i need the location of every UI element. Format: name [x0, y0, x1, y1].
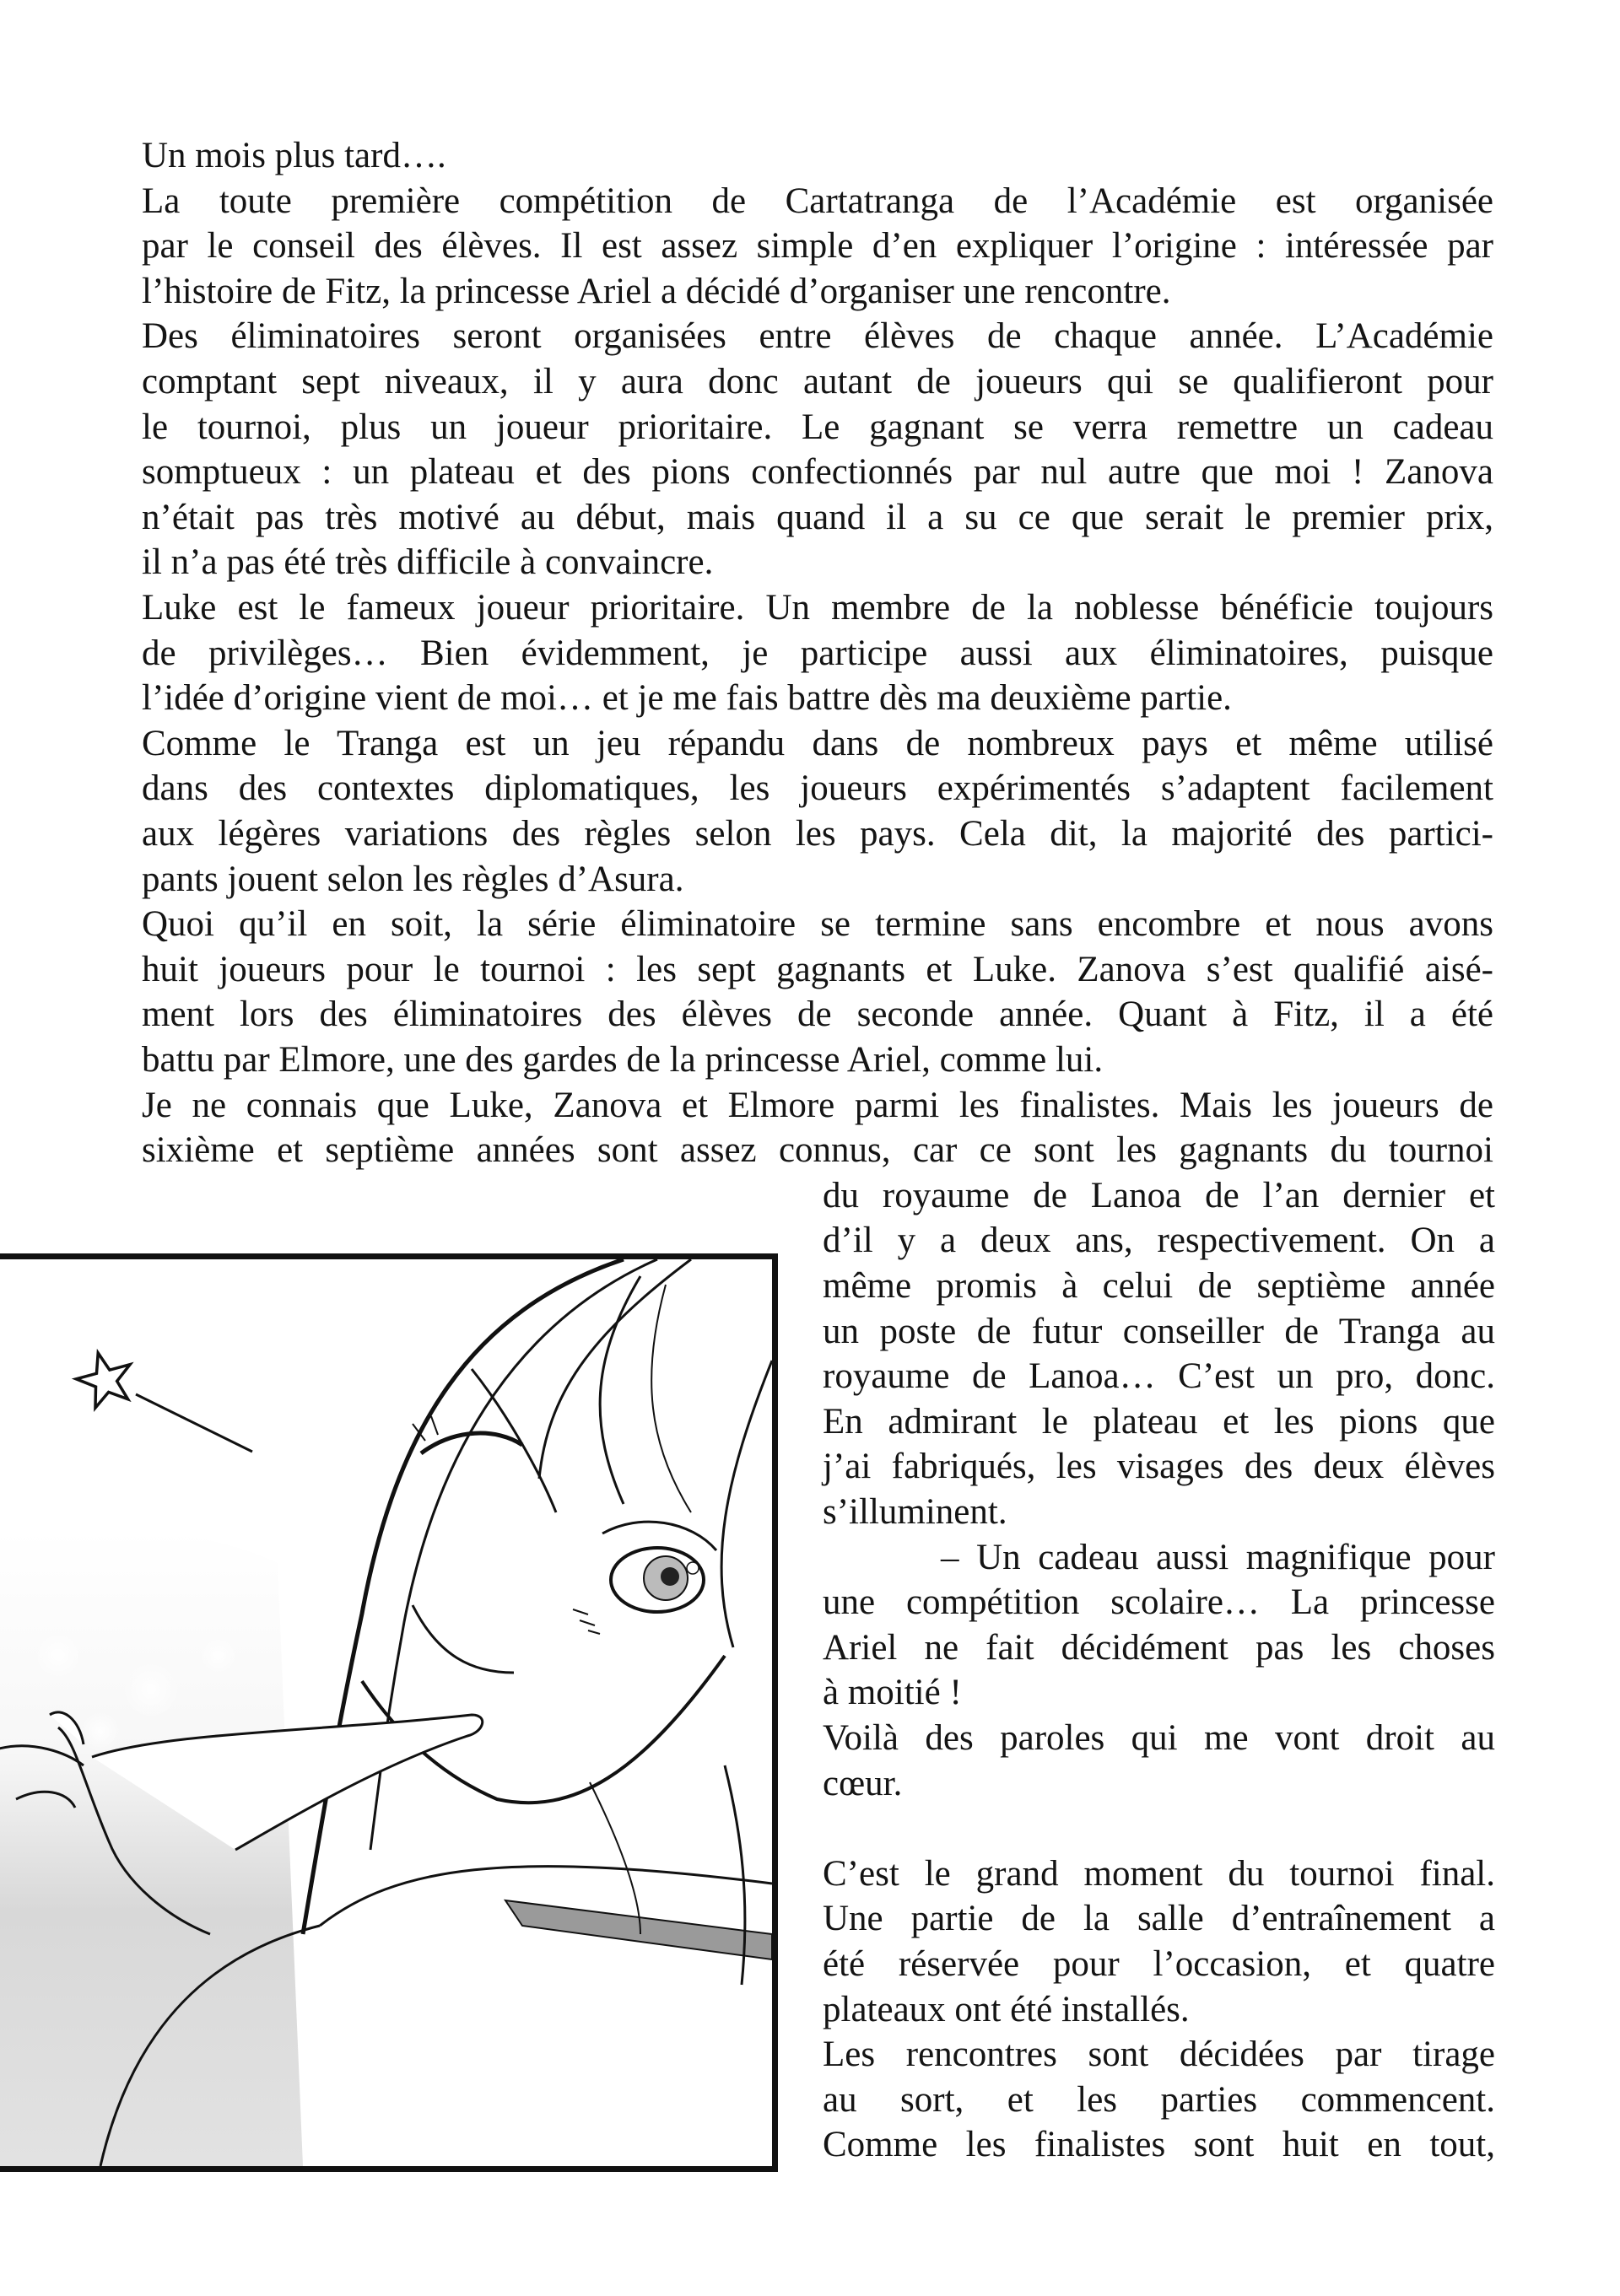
text-line: l’histoire de Fitz, la princesse Ariel a décidé d’organiser une rencontre. — [142, 271, 1171, 311]
text-line: – Un cadeau aussi magnifique pour — [941, 1537, 1495, 1577]
text-line: En admirant le plateau et les pions que — [823, 1401, 1495, 1442]
text-line: royaume de Lanoa… C’est un pro, donc. — [823, 1356, 1495, 1397]
text-line: Quoi qu’il en soit, la série éliminatoire se termine sans encombre et nous avons — [142, 904, 1493, 945]
text-line: La toute première compétition de Cartatranga de l’Académie est organisée — [142, 181, 1493, 221]
text-line: aux légères variations des règles selon les pays. Cela dit, la majorité des partici- — [142, 814, 1493, 854]
text-line: comptant sept niveaux, il y aura donc autant de joueurs qui se qualifieront pour — [142, 362, 1493, 402]
text-line: Comme les finalistes sont huit en tout, — [823, 2125, 1495, 2165]
illustration-art — [0, 1259, 772, 2166]
text-line: au sort, et les parties commencent. — [823, 2079, 1495, 2120]
text-line: Voilà des paroles qui me vont droit au — [823, 1718, 1495, 1758]
text-line: une compétition scolaire… La princesse — [823, 1582, 1495, 1623]
text-line: du royaume de Lanoa de l’an dernier et — [823, 1175, 1495, 1215]
text-line: j’ai fabriqués, les visages des deux élèves — [823, 1447, 1495, 1487]
text-line: Luke est le fameux joueur prioritaire. Un membre de la noblesse bénéficie toujours — [142, 588, 1493, 628]
text-line: ment lors des éliminatoires des élèves de seconde année. Quant à Fitz, il a été — [142, 994, 1493, 1035]
star-icon — [71, 1345, 138, 1410]
text-line: dans des contextes diplomatiques, les joueurs expérimentés s’adaptent facilement — [142, 768, 1493, 809]
text-line: été réservée pour l’occasion, et quatre — [823, 1944, 1495, 1984]
text-line: battu par Elmore, une des gardes de la princesse Ariel, comme lui. — [142, 1040, 1104, 1080]
text-line: Comme le Tranga est un jeu répandu dans de nombreux pays et même utilisé — [142, 723, 1493, 763]
text-line: l’idée d’origine vient de moi… et je me fais battre dès ma deuxième partie. — [142, 678, 1232, 719]
text-line: de privilèges… Bien évidemment, je participe aussi aux éliminatoires, puisque — [142, 633, 1493, 673]
text-line: plateaux ont été installés. — [823, 1989, 1190, 2029]
text-line: n’était pas très motivé au début, mais quand il a su ce que serait le premier prix, — [142, 497, 1493, 537]
text-line: même promis à celui de septième année — [823, 1266, 1495, 1306]
text-line: somptueux : un plateau et des pions confectionnés par nul autre que moi ! Zanova — [142, 452, 1493, 493]
text-line: C’est le grand moment du tournoi final. — [823, 1853, 1495, 1894]
text-line: Un mois plus tard…. — [142, 136, 446, 175]
text-line: le tournoi, plus un joueur prioritaire. Le gagnant se verra remettre un cadeau — [142, 407, 1493, 447]
text-line: d’il y a deux ans, respectivement. On a — [823, 1221, 1495, 1261]
text-line: Une partie de la salle d’entraînement a — [823, 1899, 1495, 1939]
text-line: Des éliminatoires seront organisées entre élèves de chaque année. L’Académie — [142, 316, 1493, 357]
text-line: s’illuminent. — [823, 1492, 1007, 1532]
text-line: cœur. — [823, 1763, 903, 1803]
text-line: Ariel ne fait décidément pas les choses — [823, 1627, 1495, 1668]
text-line: pants jouent selon les règles d’Asura. — [142, 859, 684, 899]
text-line: sixième et septième années sont assez connus, car ce sont les gagnants du tournoi — [142, 1130, 1493, 1171]
text-line: un poste de futur conseiller de Tranga au — [823, 1311, 1495, 1351]
text-line: il n’a pas été très difficile à convaincre. — [142, 542, 714, 583]
text-line: à moitié ! — [823, 1673, 962, 1713]
text-line: par le conseil des élèves. Il est assez simple d’en expliquer l’origine : intéressée par — [142, 226, 1493, 267]
manga-illustration-panel — [0, 1253, 778, 2172]
text-line: Je ne connais que Luke, Zanova et Elmore parmi les finalistes. Mais les joueurs de — [142, 1085, 1493, 1125]
text-line: huit joueurs pour le tournoi : les sept gagnants et Luke. Zanova s’est qualifié aisé- — [142, 949, 1493, 989]
text-line: Les rencontres sont décidées par tirage — [823, 2035, 1495, 2075]
